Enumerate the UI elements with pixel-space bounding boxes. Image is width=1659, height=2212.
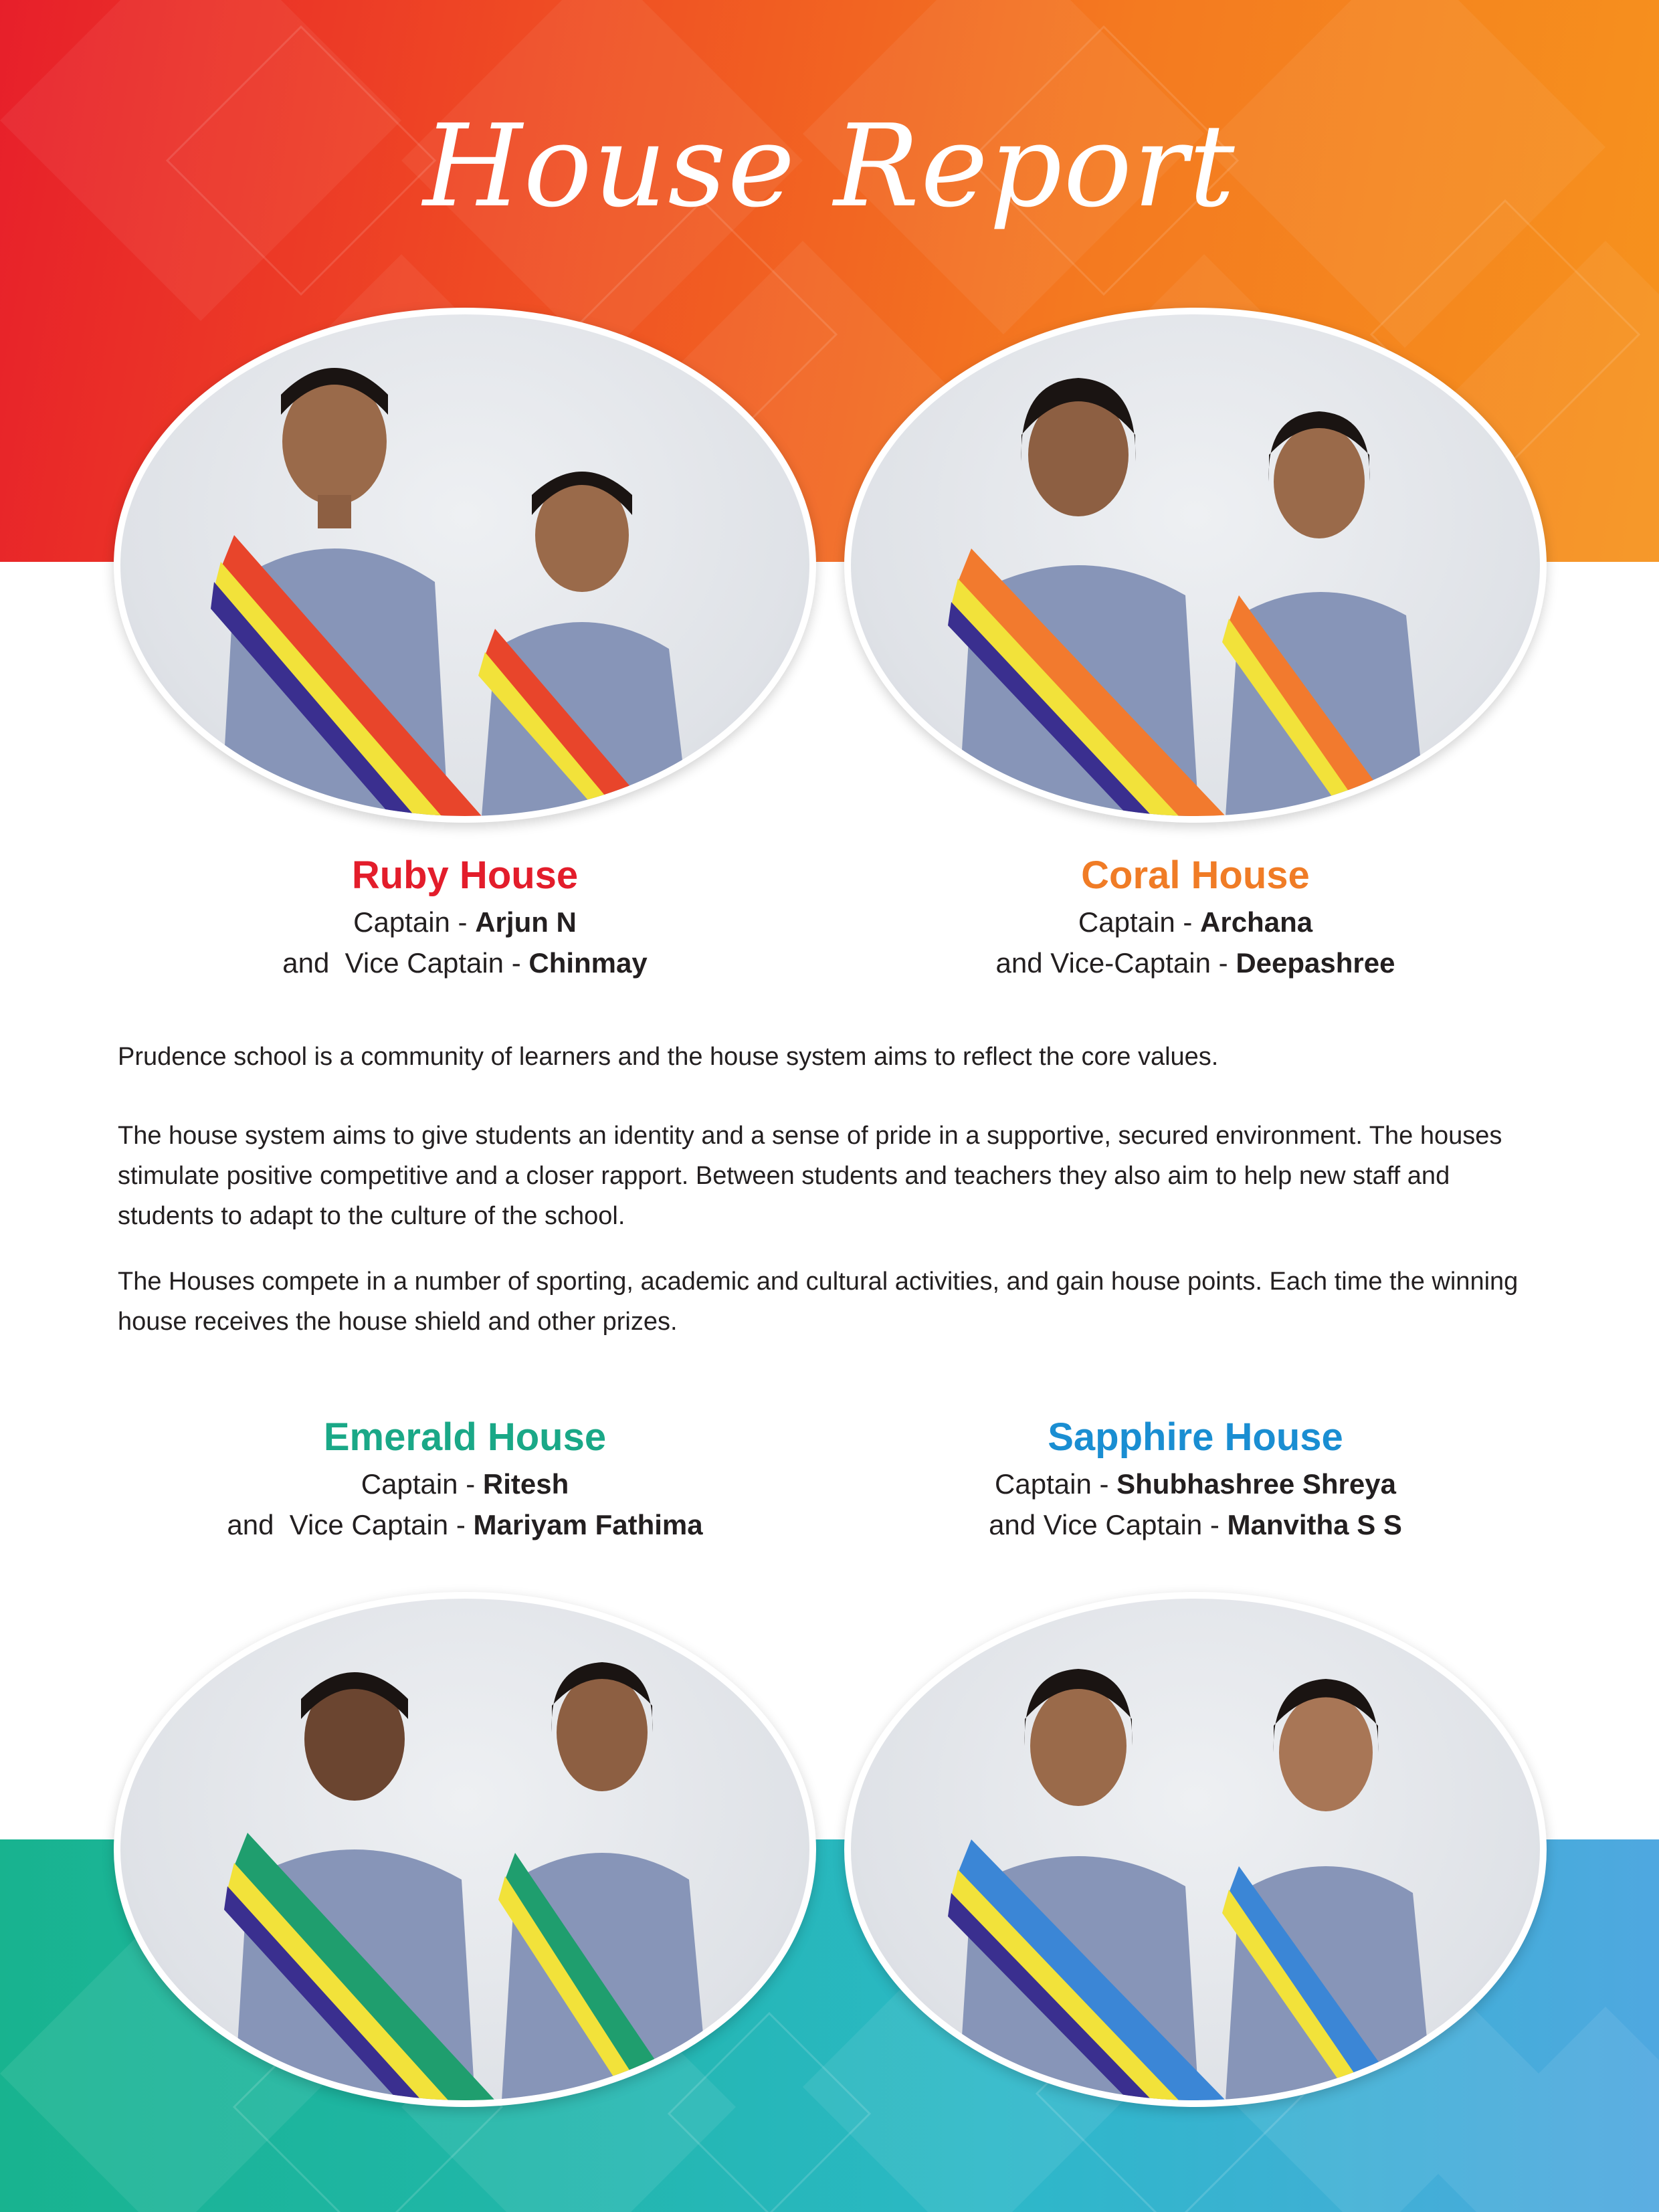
vice-captain-label: and Vice Captain - [989, 1509, 1228, 1540]
vice-captain-label: and Vice-Captain - [995, 947, 1236, 979]
sapphire-vice-line [844, 1509, 1547, 1541]
emerald-house-photo [114, 1592, 816, 2107]
captains-illustration [851, 314, 1540, 816]
captain-name: Archana [1200, 906, 1313, 938]
coral-vice-line [844, 947, 1547, 979]
captain-label: Captain - [995, 1468, 1117, 1500]
vice-captain-name: Chinmay [528, 947, 648, 979]
ruby-house-name: Ruby House [351, 853, 579, 897]
emerald-vice-line [114, 1509, 816, 1541]
captain-name: Arjun N [475, 906, 577, 938]
captains-illustration [851, 1599, 1540, 2100]
emerald-captain-line [114, 1468, 816, 1500]
vice-captain-label: and Vice Captain - [227, 1509, 474, 1540]
captain-name: Shubhashree Shreya [1116, 1468, 1396, 1500]
ruby-house-photo [114, 308, 816, 823]
house-system-paragraph: The house system aims to give students an identity and a sense of pride in a supportive, secured environment. The houses stimulate positive competitive and a closer rapport. Between students and teachers they also aim to help new staff and students to adapt to the culture of the school. [118, 1122, 1502, 1230]
captain-label: Captain - [1078, 906, 1201, 938]
competition-paragraph: The Houses compete in a number of sporting, academic and cultural activities, and gain house points. Each time the winning house receives the house shield and other prizes. [118, 1268, 1519, 1336]
page-title: House Report [423, 100, 1236, 233]
ruby-vice-line [114, 947, 816, 979]
vice-captain-name: Mariyam Fathima [473, 1509, 703, 1540]
coral-house-photo [844, 308, 1547, 823]
sapphire-house-name: Sapphire House [1048, 1415, 1343, 1459]
vice-captain-label: and Vice Captain - [282, 947, 529, 979]
captains-illustration [120, 1599, 809, 2100]
ruby-captain-line [114, 906, 816, 938]
captain-label: Captain - [361, 1468, 483, 1500]
captains-illustration [120, 314, 809, 816]
sapphire-house-photo [844, 1592, 1547, 2107]
captain-label: Captain - [353, 906, 476, 938]
coral-captain-line [844, 906, 1547, 938]
emerald-house-name: Emerald House [323, 1415, 607, 1459]
intro-paragraph: Prudence school is a community of learners and the house system aims to reflect the core values. [118, 1043, 1219, 1071]
vice-captain-name: Deepashree [1236, 947, 1395, 979]
sapphire-captain-line [844, 1468, 1547, 1500]
vice-captain-name: Manvitha S S [1227, 1509, 1402, 1540]
captain-name: Ritesh [482, 1468, 569, 1500]
coral-house-name: Coral House [1081, 853, 1310, 897]
